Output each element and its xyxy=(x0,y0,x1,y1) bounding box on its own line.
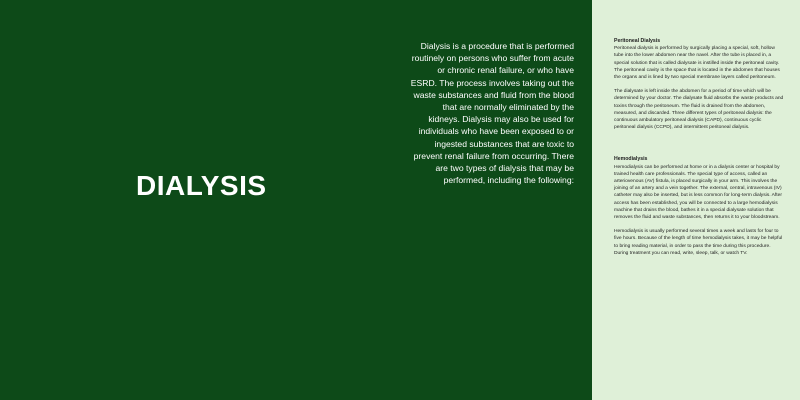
peritoneal-paragraph-1: Peritoneal dialysis is performed by surgically placing a special, soft, hollow tube into the lower abdomen near the navel. After the tube is placed in, a special solution that is called dialysate is instilled inside the peritoneal cavity. The peritoneal cavity is the space that is located in the abdomen that houses the organs and is lined by two special membrane layers called peritoneum. xyxy=(614,46,780,81)
peritoneal-section xyxy=(614,38,784,131)
peritoneal-heading: Peritoneal Dialysis xyxy=(614,38,661,44)
hemodialysis-paragraph-2: Hemodialysis is usually performed several times a week and lasts for four to five hours. Because of the length of time hemodialysis takes, it may be helpful to bring reading material, in order to pass the time during this procedure. During treatment you can read, write, sleep, talk, or watch TV. xyxy=(614,229,783,256)
text-column xyxy=(614,38,784,264)
hemodialysis-paragraph-1: Hemodialysis can be performed at home or in a dialysis center or hospital by trained health care professionals. The special type of access, called an arteriovenous (AV) fistula, is placed surgically in your arm. This involves the joining of an artery and a vein together. The external, central, intravenous (IV) catheter may also be inserted, but is less common for long-term dialysis. After access has been established, you will be connected to a large hemodialysis machine that drains the blood, bathes it in a special dialysate solution that removes the fluid and waste substances, then returns it to your bloodstream. xyxy=(614,164,782,221)
hemodialysis-heading: Hemodialysis xyxy=(614,156,648,163)
intro-paragraph: Dialysis is a procedure that is performed routinely on persons who suffer from acute or chronic renal failure, or who have ESRD. The process involves taking out the waste substances and fluid from the blood that are normally eliminated by the kidneys. Dialysis may also be used for individuals who have been exposed to or ingested substances that are toxic to prevent renal failure from occurring. There are two types of dialysis that may be performed, including the following: xyxy=(410,41,574,186)
right-page xyxy=(592,0,800,400)
hemodialysis-section xyxy=(614,156,784,257)
peritoneal-paragraph-2: The dialysate is left inside the abdomen for a period of time which will be determined by your doctor. The dialysate fluid absorbs the waste products and toxins through the peritoneum. The fluid is drained from the abdomen, measured, and discarded. Three different types of peritoneal dialysis: the continuous ambulatory peritoneal dialysis (CAPD), continuous cyclic peritoneal dialysis (CCPD), and intermittent peritoneal dialysis. xyxy=(614,89,784,131)
page-title: DIALYSIS xyxy=(136,170,267,201)
section-spacer xyxy=(614,138,784,156)
